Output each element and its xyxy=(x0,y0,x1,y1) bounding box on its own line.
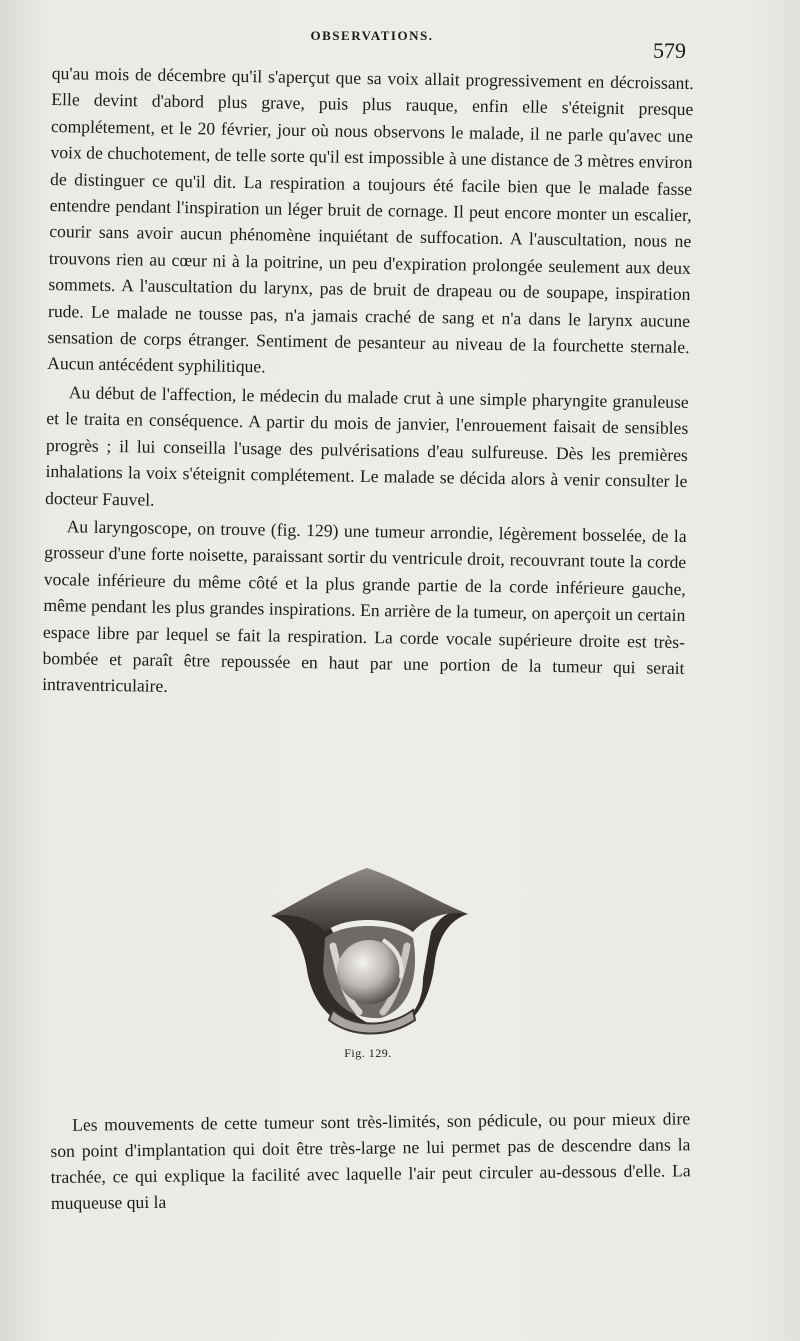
body-text-continued xyxy=(50,1105,691,1216)
running-head: OBSERVATIONS. xyxy=(310,28,434,43)
figure-129 xyxy=(262,860,474,1080)
body-text xyxy=(42,60,694,708)
paragraph-3: Au laryngoscope, on trouve (fig. 129) une tumeur arrondie, légèrement bosselée, de la grosseur d'une forte noisette, paraissant sortir du ventricule droit, recouvrant toute la corde vocale inférieure du même côté et la plus grande partie de la corde inférieure gauche, même pendant les plus grandes inspirations. En arrière de la tumeur, on aperçoit un certain espace libre par lequel se fait la respiration. La corde vocale supérieure droite est très-bombée et paraît être repoussée en haut par une portion de la tumeur qui serait intraventriculaire. xyxy=(42,516,687,697)
page-header xyxy=(52,28,692,63)
paragraph-2: Au début de l'affection, le médecin du malade crut à une simple pharyngite granuleuse et le traita en conséquence. A partir du mois de janvier, l'enrouement faisait de sensibles progrès ; il lui conseilla l'usage des pulvérisations d'eau sulfureuse. Dès les premières inhalations la voix s'éteignit complétement. Le malade se décida alors à venir consulter le docteur Fauvel. xyxy=(44,382,689,510)
page-number: 579 xyxy=(653,38,686,63)
figure-caption: Fig. 129. xyxy=(344,1046,392,1060)
paragraph-4: Les mouvements de cette tumeur sont très-limités, son pédicule, ou pour mieux dire son point d'implantation qui doit être très-large ne lui permet pas de descendre dans la trachée, ce qui explique la facilité avec laquelle l'air peut circuler au-dessous d'elle. La muqueuse qui la xyxy=(50,1108,691,1213)
paragraph-1: qu'au mois de décembre qu'il s'aperçut que sa voix allait progressivement en décroissant. Elle devint d'abord plus grave, puis plus rauque, enfin elle s'éteignit presque complétement, et le 20 février, jour où nous observons le malade, il ne parle qu'avec une voix de chuchotement, de telle sorte qu'il est impossible à une distance de 3 mètres environ de distinguer ce qu'il dit. La respiration a toujours été facile bien que le malade fasse entendre pendant l'inspiration un léger bruit de cornage. Il peut encore monter un escalier, courir sans avoir aucun phénomène inquiétant de suffocation. A l'auscultation, nous ne trouvons rien au cœur ni à la poitrine, un peu d'expiration prolongée seulement aux deux sommets. A l'auscultation du larynx, pas de bruit de drapeau ou de soupape, inspiration rude. Le malade ne tousse pas, n'a jamais craché de sang et n'a dans le larynx aucune sensation de corps étranger. Sentiment de pesanteur au niveau de la fourchette sternale. Aucun antécédent syphilitique. xyxy=(47,62,694,377)
larynx-tumor-illustration xyxy=(263,860,473,1040)
